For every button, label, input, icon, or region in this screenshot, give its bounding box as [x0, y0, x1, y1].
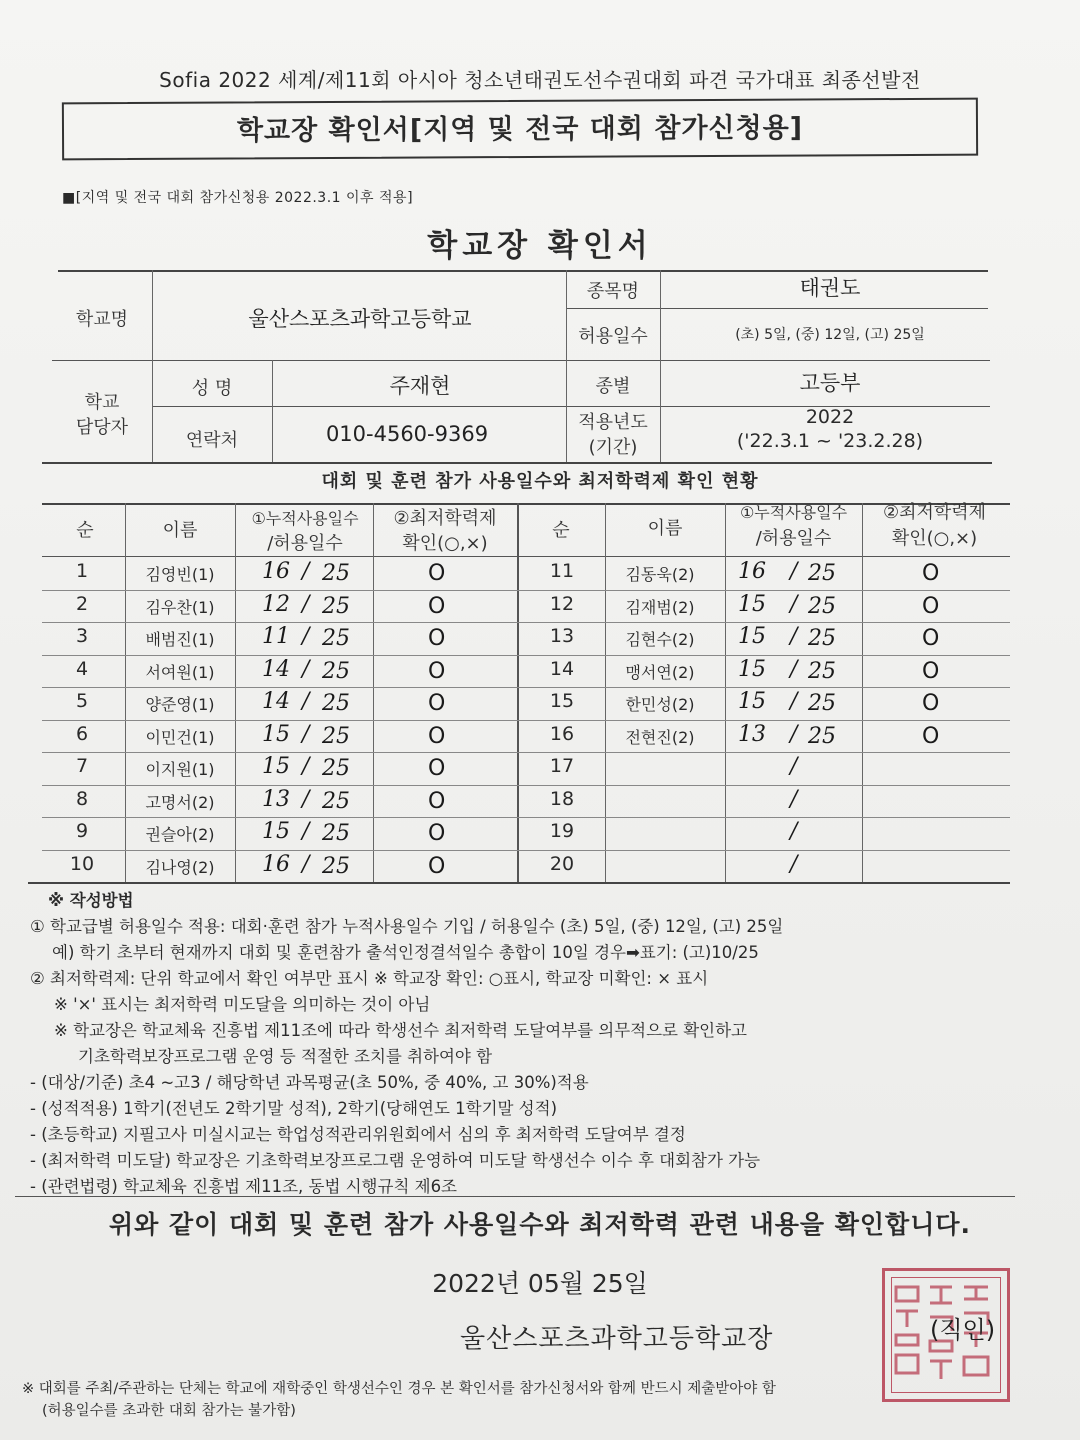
days-separator: / — [302, 656, 310, 682]
note-line: 예) 학기 초부터 현재까지 대회 및 훈련참가 출석인정결석일수 총합이 10일 경우➡표기: (고)10/25 — [52, 943, 759, 962]
notes-heading: ※ 작성방법 — [48, 891, 134, 910]
min-academic-check: O — [922, 626, 940, 651]
event-value: 태권도 — [799, 276, 861, 300]
days-separator: / — [790, 559, 798, 584]
allowed-days: 25 — [322, 756, 350, 781]
allowed-days: 25 — [808, 561, 836, 586]
allowed-days: 25 — [322, 561, 350, 586]
days-separator: / — [790, 721, 798, 747]
row-number: 5 — [75, 690, 89, 712]
allowed-days: 25 — [808, 658, 836, 684]
min-academic-check: O — [922, 593, 940, 619]
min-academic-check: O — [922, 723, 940, 749]
stamp-note: (직인) — [930, 1316, 996, 1344]
row-number: 14 — [549, 657, 575, 680]
days-separator: / — [302, 721, 310, 747]
min-academic-check: O — [428, 691, 446, 716]
row-number: 3 — [75, 625, 89, 647]
used-days: 15 — [738, 624, 766, 649]
student-name: 서여원(1) — [145, 662, 215, 682]
days-separator: / — [790, 591, 798, 617]
page-title: 학교장 확인서 — [427, 228, 653, 264]
student-name: 김재범(2) — [625, 597, 695, 617]
days-separator: / — [790, 786, 798, 812]
row-divider — [517, 817, 1010, 818]
footer-line-1: ※ 대회를 주최/주관하는 단체는 학교에 재학중인 학생선수인 경우 본 확인서를 참가신청서와 함께 반드시 제출받아야 함 — [22, 1381, 776, 1397]
note-line: ※ 학교장은 학교체육 진흥법 제11조에 따라 학생선수 최저학력 도달여부를 의무적으로 확인하고 — [54, 1021, 747, 1040]
days-separator: / — [302, 624, 310, 649]
used-days: 16 — [262, 851, 290, 877]
year-value: 2022 — [805, 406, 855, 428]
row-number: 19 — [549, 820, 575, 842]
note-line: - (초등학교) 지필고사 미실시교는 학업성적관리위원회에서 심의 후 최저학력 도달여부 결정 — [30, 1125, 686, 1144]
allowed-days: 25 — [322, 691, 350, 716]
footer-note — [22, 1378, 776, 1422]
row-divider — [517, 785, 1010, 786]
allowed-days: 25 — [322, 723, 350, 749]
col-days-right-1: ①누적사용일수 — [739, 503, 848, 522]
min-academic-check: O — [428, 821, 446, 846]
min-academic-check: O — [428, 561, 446, 586]
note-line: 기초학력보장프로그램 운영 등 적절한 조치를 취하여야 함 — [78, 1047, 493, 1066]
used-days: 16 — [262, 559, 290, 584]
manager-label-1: 학교 — [84, 392, 120, 413]
manager-name: 주재현 — [389, 374, 451, 398]
student-name: 김동욱(2) — [625, 565, 695, 584]
category-label: 종별 — [595, 376, 631, 397]
row-number: 20 — [549, 852, 575, 875]
used-days: 15 — [738, 656, 766, 682]
days-separator: / — [302, 819, 310, 844]
allowed-days: 25 — [808, 723, 836, 749]
event-label: 종목명 — [586, 281, 640, 302]
banner-title: 학교장 확인서[지역 및 전국 대회 참가신청용] — [62, 98, 978, 161]
row-number: 16 — [549, 722, 575, 745]
student-name: 양준영(1) — [145, 695, 215, 714]
note-line: - (관련법령) 학교체육 진흥법 제11조, 동법 시행규칙 제6조 — [30, 1177, 457, 1196]
row-number: 1 — [75, 560, 89, 582]
row-divider — [42, 622, 517, 623]
student-name: 김나영(2) — [145, 857, 215, 877]
col-check-right-2: 확인(○,×) — [891, 528, 978, 549]
signatory: 울산스포츠과학고등학교장 — [460, 1324, 774, 1354]
row-number: 2 — [75, 592, 89, 615]
student-name: 한민성(2) — [625, 695, 695, 714]
student-name: 김현수(2) — [625, 630, 695, 649]
row-number: 11 — [549, 560, 575, 582]
student-name: 맹서연(2) — [625, 662, 695, 682]
col-check-left-1: ②최저학력제 — [393, 508, 497, 529]
confirmation-date: 2022년 05월 25일 — [432, 1269, 648, 1298]
row-divider — [517, 752, 1010, 753]
min-academic-check: O — [428, 626, 446, 651]
allowed-days: 25 — [322, 853, 350, 879]
note-line: ② 최저학력제: 단위 학교에서 확인 여부만 표시 ※ 학교장 확인: ○표시, 학교장 미확인: × 표시 — [30, 969, 709, 988]
note-line: ※ '×' 표시는 최저학력 미도달을 의미하는 것이 아님 — [54, 995, 431, 1014]
col-days-right-2: /허용일수 — [755, 528, 832, 549]
student-name: 이민건(1) — [145, 727, 215, 747]
row-divider — [42, 687, 517, 688]
row-divider — [517, 622, 1010, 623]
school-name: 울산스포츠과학고등학교 — [248, 307, 472, 331]
year-label-2: (기간) — [588, 437, 638, 458]
row-divider — [42, 655, 517, 656]
note-line: - (대상/기준) 초4 ~고3 / 해당학년 과목평균(초 50%, 중 40%, 고 30%)적용 — [30, 1073, 589, 1092]
min-academic-check: O — [428, 658, 446, 684]
used-days: 15 — [262, 721, 290, 747]
min-academic-check: O — [428, 788, 446, 814]
used-days: 15 — [738, 689, 766, 714]
used-days: 15 — [262, 819, 290, 844]
note-line: - (최저학력 미도달) 학교장은 기초학력보장프로그램 운영하여 미도달 학생선수 이수 후 대회참가 가능 — [30, 1151, 761, 1170]
days-separator: / — [302, 851, 310, 877]
row-number: 7 — [75, 755, 89, 777]
row-number: 8 — [75, 787, 89, 810]
row-number: 12 — [549, 592, 575, 615]
col-name-left: 이름 — [162, 520, 198, 541]
allowed-days-label: 허용일수 — [578, 326, 648, 347]
row-number: 9 — [75, 820, 89, 842]
col-check-left-2: 확인(○,×) — [402, 533, 488, 554]
used-days: 11 — [262, 624, 290, 649]
used-days: 15 — [738, 591, 766, 617]
col-no-left: 순 — [76, 520, 94, 541]
row-divider — [42, 720, 517, 721]
allowed-days: 25 — [322, 626, 350, 651]
name-label: 성 명 — [191, 378, 233, 399]
student-name: 권슬아(2) — [145, 825, 215, 844]
category-value: 고등부 — [799, 371, 861, 395]
min-academic-check: O — [428, 756, 446, 781]
allowed-days: 25 — [322, 821, 350, 846]
applicability-note: ■[지역 및 전국 대회 참가신청용 2022.3.1 이후 적용] — [62, 190, 414, 206]
days-separator: / — [790, 754, 798, 779]
student-name: 고명서(2) — [145, 792, 215, 812]
days-separator: / — [302, 786, 310, 812]
days-separator: / — [302, 559, 310, 584]
row-number: 10 — [69, 852, 95, 875]
used-days: 12 — [262, 591, 290, 617]
min-academic-check: O — [922, 658, 940, 684]
row-divider — [42, 785, 517, 786]
contact-value: 010-4560-9369 — [325, 422, 489, 446]
col-days-left-1: ①누적사용일수 — [251, 509, 359, 528]
row-number: 18 — [549, 787, 575, 810]
status-table-title: 대회 및 훈련 참가 사용일수와 최저학력제 확인 현황 — [321, 471, 759, 492]
note-line: ① 학교급별 허용일수 적용: 대회·훈련 참가 누적사용일수 기입 / 허용일수 (초) 5일, (중) 12일, (고) 25일 — [30, 917, 784, 936]
manager-label-2: 담당자 — [75, 417, 129, 438]
row-number: 13 — [549, 625, 575, 647]
min-academic-check: O — [922, 691, 940, 716]
days-separator: / — [790, 624, 798, 649]
days-separator: / — [790, 819, 798, 844]
col-no-right: 순 — [552, 520, 570, 541]
row-divider — [42, 590, 517, 591]
allowed-days-value: (초) 5일, (중) 12일, (고) 25일 — [735, 327, 925, 343]
used-days: 14 — [262, 656, 290, 682]
row-number: 4 — [75, 657, 89, 680]
student-name: 전현진(2) — [625, 727, 695, 747]
used-days: 13 — [262, 786, 290, 812]
row-divider — [517, 655, 1010, 656]
row-divider — [42, 752, 517, 753]
allowed-days: 25 — [322, 593, 350, 619]
col-check-right-1: ②최저학력제 — [882, 502, 987, 523]
allowed-days: 25 — [808, 626, 836, 651]
days-separator: / — [302, 754, 310, 779]
row-divider — [42, 850, 517, 851]
days-separator: / — [302, 689, 310, 714]
col-days-left-2: /허용일수 — [267, 533, 343, 554]
min-academic-check: O — [428, 723, 446, 749]
row-divider — [517, 590, 1010, 591]
row-number: 15 — [549, 690, 575, 712]
row-number: 6 — [75, 722, 89, 745]
allowed-days: 25 — [808, 691, 836, 716]
student-name: 이지원(1) — [145, 760, 215, 779]
min-academic-check: O — [428, 593, 446, 619]
year-label-1: 적용년도 — [578, 412, 648, 433]
col-name-right: 이름 — [647, 518, 683, 539]
student-name: 배범진(1) — [145, 630, 215, 649]
note-line: - (성적적용) 1학기(전년도 2학기말 성적), 2학기(당해연도 1학기말 성적) — [30, 1099, 558, 1118]
row-divider — [517, 687, 1010, 688]
school-label: 학교명 — [75, 309, 129, 330]
min-academic-check: O — [428, 853, 446, 879]
min-academic-check: O — [922, 561, 940, 586]
contact-label: 연락처 — [185, 430, 239, 451]
row-divider — [42, 817, 517, 818]
confirmation-statement: 위와 같이 대회 및 훈련 참가 사용일수와 최저학력 관련 내용을 확인합니다. — [108, 1210, 972, 1239]
days-separator: / — [302, 591, 310, 617]
allowed-days: 25 — [808, 593, 836, 619]
days-separator: / — [790, 851, 798, 877]
days-separator: / — [790, 689, 798, 714]
used-days: 14 — [262, 689, 290, 714]
event-title: Sofia 2022 세계/제11회 아시아 청소년태권도선수권대회 파견 국가대표 최종선발전 — [159, 68, 921, 92]
writing-instructions — [30, 888, 1030, 1200]
allowed-days: 25 — [322, 658, 350, 684]
allowed-days: 25 — [322, 788, 350, 814]
used-days: 15 — [262, 754, 290, 779]
period-value: ('22.3.1 ~ '23.2.28) — [736, 430, 924, 452]
days-separator: / — [790, 656, 798, 682]
row-divider — [517, 720, 1010, 721]
row-divider — [517, 850, 1010, 851]
student-name: 김영빈(1) — [145, 565, 215, 584]
footer-line-2: (허용일수를 초과한 대회 참가는 불가함) — [42, 1403, 296, 1419]
row-number: 17 — [549, 755, 575, 777]
student-name: 김우찬(1) — [145, 597, 215, 617]
used-days: 13 — [738, 721, 766, 747]
used-days: 16 — [738, 559, 766, 584]
